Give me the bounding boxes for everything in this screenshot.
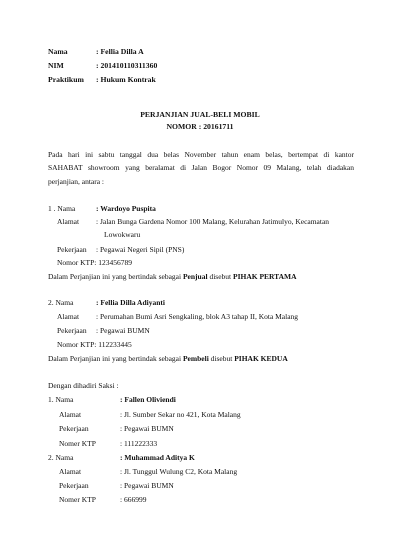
- party1-role-mid: disebut: [209, 272, 232, 281]
- party2-role-name: PIHAK KEDUA: [234, 354, 288, 363]
- party2-alamat-value: : Perumahan Bumi Asri Sengkaling, blok A3 tahap II, Kota Malang: [96, 312, 299, 321]
- document-title: PERJANJIAN JUAL-BELI MOBIL: [140, 110, 260, 119]
- witness2-ktp-label: Nomer KTP: [59, 495, 96, 504]
- party1-ktp: Nomor KTP: 123456789: [57, 258, 132, 267]
- party2-name: : Fellia Dilla Adiyanti: [96, 298, 165, 307]
- party2-role-mid: disebut: [210, 354, 233, 363]
- party1-alamat-label: Alamat: [57, 217, 80, 226]
- witness1-ktp-label: Nomer KTP: [59, 439, 96, 448]
- praktikum-label: Praktikum: [48, 75, 84, 84]
- party2-pekerjaan-value: : Pegawai BUMN: [96, 326, 150, 335]
- party1-name: : Wardoyo Puspita: [96, 204, 156, 213]
- intro-line-1: Pada hari ini sabtu tanggal dua belas November tahun enam belas, bertempat di kantor: [48, 150, 354, 159]
- witness2-pekerjaan-label: Pekerjaan: [59, 481, 89, 490]
- party2-role-line: [48, 354, 288, 363]
- party1-pekerjaan-value: : Pegawai Negeri Sipil (PNS): [96, 245, 185, 254]
- party2-name-label: 2. Nama: [48, 298, 74, 307]
- witness2-alamat-label: Alamat: [59, 467, 82, 476]
- intro-line-3: perjanjian, antara :: [48, 177, 105, 186]
- witness1-alamat-label: Alamat: [59, 410, 82, 419]
- witness2-ktp-value: : 666999: [120, 495, 147, 504]
- party1-alamat-line2: Lowokwaru: [104, 230, 141, 239]
- party1-pekerjaan-label: Pekerjaan: [57, 245, 87, 254]
- party1-role-line: [48, 272, 297, 281]
- party1-role: Penjual: [182, 272, 208, 281]
- document-number: NOMOR : 20161711: [166, 122, 234, 131]
- witness1-pekerjaan-label: Pekerjaan: [59, 424, 89, 433]
- nim-label: NIM: [48, 61, 64, 70]
- witness2-alamat-value: : Jl. Tunggul Wulung C2, Kota Malang: [120, 467, 238, 476]
- praktikum-value: : Hukum Kontrak: [96, 75, 156, 84]
- nim-value: : 201410110311360: [96, 61, 158, 70]
- party2-pekerjaan-label: Pekerjaan: [57, 326, 87, 335]
- intro-line-2: SAHABAT showroom yang beralamat di Jalan Bogor Nomor 09 Malang, telah diadakan: [48, 163, 354, 172]
- witness2-pekerjaan-value: : Pegawai BUMN: [120, 481, 174, 490]
- party1-name-label: 1 . Nama: [48, 204, 76, 213]
- witness1-name: : Fallen Oliviendi: [120, 395, 176, 404]
- witnesses-intro: Dengan dihadiri Saksi :: [48, 381, 119, 390]
- party2-role: Pembeli: [182, 354, 209, 363]
- nama-value: : Fellia Dilla A: [96, 47, 144, 56]
- party1-alamat-line1: : Jalan Bunga Gardena Nomor 100 Malang, Kelurahan Jatimulyo, Kecamatan: [96, 217, 330, 226]
- party1-role-name: PIHAK PERTAMA: [232, 272, 297, 281]
- witness1-alamat-value: : Jl. Sumber Sekar no 421, Kota Malang: [120, 410, 241, 419]
- witness1-ktp-value: : 111222333: [120, 439, 158, 448]
- party2-ktp: Nomor KTP: 112233445: [57, 340, 132, 349]
- witness2-name: : Muhammad Aditya K: [120, 453, 195, 462]
- party2-alamat-label: Alamat: [57, 312, 80, 321]
- party2-role-prefix: Dalam Perjanjian ini yang bertindak sebagai: [48, 354, 182, 363]
- witness1-pekerjaan-value: : Pegawai BUMN: [120, 424, 174, 433]
- nama-label: Nama: [48, 47, 68, 56]
- witness2-name-label: 2. Nama: [48, 453, 74, 462]
- witness1-name-label: 1. Nama: [48, 395, 74, 404]
- party1-role-prefix: Dalam Perjanjian ini yang bertindak sebagai: [48, 272, 182, 281]
